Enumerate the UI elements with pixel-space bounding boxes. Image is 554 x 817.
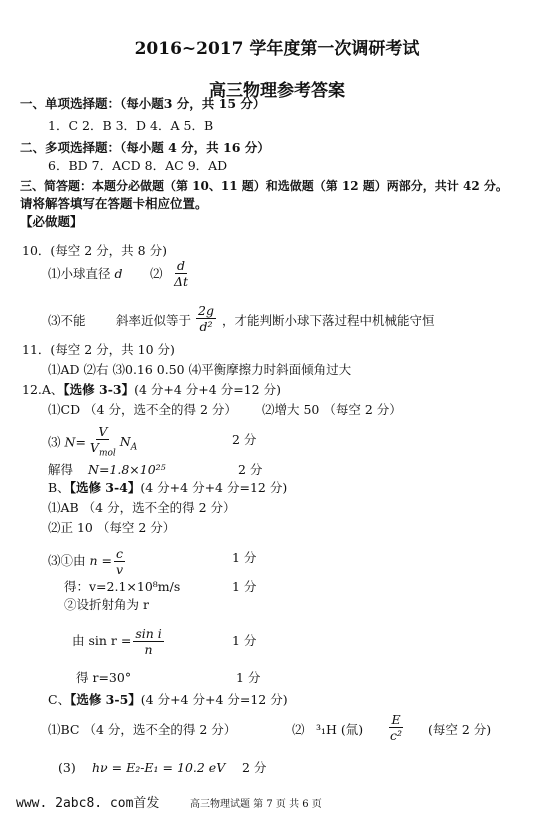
q10-frac2-den: d² [199, 319, 213, 334]
q12b-snell-score: 1 分 [232, 633, 257, 648]
q10-heading: 10．(每空 2 分，共 8 分) [22, 243, 167, 258]
q12b-refraction: ②设折射角为 r [64, 597, 149, 612]
section3-note: 请将解答填写在答题卡相应位置。 [20, 196, 208, 211]
q10-part3-conclusion: ，才能判断小球下落过程中机械能守恒 [222, 313, 435, 328]
q10-part1 [48, 266, 123, 282]
q11-answers: ⑴AD ⑵右 ⑶0.16 0.50 ⑷平衡摩擦力时斜面倾角过大 [48, 362, 352, 377]
snell-den: n [144, 642, 153, 657]
section1-answers: 1．C 2．B 3．D 4．A 5．B [48, 118, 214, 133]
q10-part1-var: d [114, 266, 123, 281]
q12a-result-score: 2 分 [238, 462, 263, 477]
q12b-part3 [48, 546, 127, 577]
q12a-part3-label: ⑶ [48, 434, 61, 450]
snell-num: sin i [135, 626, 162, 641]
q11-heading: 11．(每空 2 分，共 10 分) [22, 342, 175, 357]
exam-title: 2016~2017 学年度第一次调研考试 [134, 39, 420, 59]
q10-frac-num: d [177, 258, 186, 273]
q12b-part1: ⑴AB （4 分，选不全的得 2 分） [48, 500, 236, 515]
q12a-label: 12.A、 [22, 382, 64, 397]
q12b-heading [48, 480, 287, 496]
q12b-angle: 得 r=30° [76, 670, 132, 685]
q12b-points: (4 分+4 分+4 分=12 分) [140, 480, 288, 495]
q12b-label: B、 [48, 480, 70, 495]
footer-page-info: 高三物理试题 第 7 页 共 6 页 [190, 799, 322, 810]
mass-energy-num: E [391, 712, 401, 727]
q10-frac-den: Δt [174, 274, 189, 289]
q12c-part2-score: (每空 2 分) [428, 722, 492, 737]
q10-part2-label: ⑵ [150, 266, 163, 281]
q12c-part3-score: 2 分 [242, 760, 267, 775]
q12b-part2: ⑵正 10 （每空 2 分） [48, 520, 176, 535]
q12a-part1: ⑴CD （4 分，选不全的得 2 分） [48, 402, 237, 417]
index-formula-lhs: n = [89, 553, 112, 568]
q12b-angle-score: 1 分 [236, 670, 261, 685]
q10-fraction2 [194, 303, 218, 334]
q12b-snell [72, 626, 166, 657]
answer-key-title: 高三物理参考答案 [209, 81, 345, 101]
section3-heading: 三、简答题：本题分必做题（第 10、11 题）和选做题（第 12 题）两部分，共计 42 分。 [20, 179, 508, 193]
q12c-heading [48, 692, 288, 708]
q12a-part2: ⑵增大 50 （每空 2 分） [262, 402, 402, 417]
footer-site: www. 2abc8. com首发 [16, 796, 160, 811]
q12c-part2-label: ⑵ [292, 722, 305, 737]
q12a-points: (4 分+4 分+4 分=12 分) [134, 382, 281, 397]
q10-frac2-num: 2g [198, 303, 214, 318]
q12c-part3-equation: hν = E₂-E₁ = 10.2 eV [92, 760, 226, 775]
index-formula-den: v [116, 562, 124, 577]
mass-energy-den: c² [390, 728, 403, 743]
q12a-heading [22, 382, 281, 398]
q12c-points: (4 分+4 分+4 分=12 分) [140, 692, 288, 707]
q12c-isotope: ³₁H (氚) [316, 722, 364, 737]
section1-heading: 一、单项选择题：（每小题3 分，共 15 分） [20, 96, 266, 111]
q12b-speed: 得：v=2.1×10⁸m/s [64, 579, 181, 594]
section2-answers: 6．BD 7．ACD 8．AC 9．AD [48, 158, 228, 173]
q12b-snell-label: 由 sin r = [72, 633, 132, 648]
q12c-label: C、 [48, 692, 71, 707]
avogadro-formula-num: V [98, 424, 108, 439]
index-formula-num: c [116, 546, 124, 561]
q12b-part3-label: ⑶①由 [48, 553, 86, 568]
avogadro-formula-lhs: N= [64, 434, 86, 450]
q12a-solve-label: 解得 [48, 462, 74, 477]
q12a-part3-score: 2 分 [232, 432, 257, 447]
avogadro-formula-na: $N_A$ [119, 434, 138, 453]
q12a-tag: 【选修 3-3】 [63, 382, 135, 397]
avogadro-formula-den: $V_{mol}$ [89, 440, 116, 459]
q12b-speed-score: 1 分 [232, 579, 257, 594]
q12c-part1: ⑴BC （4 分，选不全的得 2 分） [48, 722, 237, 737]
q12b-part3-score: 1 分 [232, 550, 257, 565]
required-tag: 【必做题】 [20, 214, 83, 229]
section2-heading: 二、多项选择题：（每小题 4 分，共 16 分） [20, 140, 270, 155]
q12b-tag: 【选修 3-4】 [69, 480, 141, 495]
q12c-tag: 【选修 3-5】 [70, 692, 141, 707]
mass-energy-fraction [386, 712, 406, 743]
q12c-part3-label: (3) [58, 760, 76, 775]
q10-part1-text: ⑴小球直径 [48, 266, 111, 281]
q10-part3: ⑶不能 [48, 313, 86, 328]
q12a-result: N=1.8×10²⁵ [88, 462, 166, 477]
q10-part3-slope: 斜率近似等于 [116, 313, 192, 328]
q12a-part3 [48, 424, 137, 462]
q10-fraction [170, 258, 192, 289]
